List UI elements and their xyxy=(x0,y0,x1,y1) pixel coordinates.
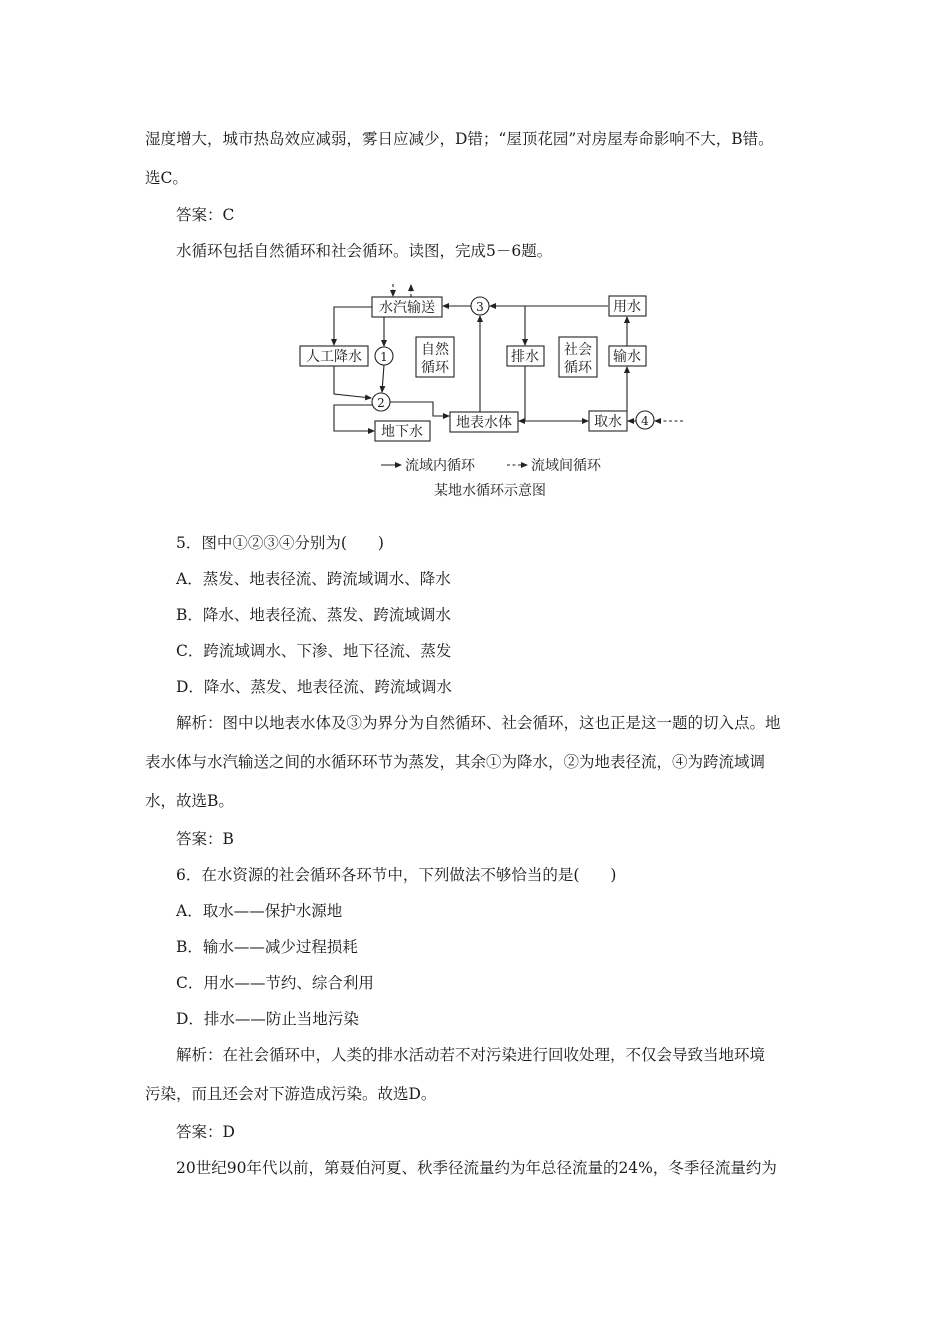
question-5-option-d: D．降水、蒸发、地表径流、跨流域调水 xyxy=(176,678,452,696)
circle-1-label: 1 xyxy=(380,350,388,364)
paragraph-line: 湿度增大，城市热岛效应减弱，雾日应减少，D错；“屋顶花园”对房屋寿命影响不大，B错。 xyxy=(145,130,774,148)
social-cycle-label-2: 循环 xyxy=(564,360,592,376)
question-5-stem: 5．图中①②③④分别为( ) xyxy=(176,534,384,552)
water-cycle-diagram xyxy=(295,284,695,500)
question-6-option-b: B．输水——减少过程损耗 xyxy=(176,938,358,956)
artificial-rain-label: 人工降水 xyxy=(306,349,362,365)
circle-4-label: 4 xyxy=(641,414,649,428)
surface-water-label: 地表水体 xyxy=(456,415,512,431)
question-5-analysis-line: 解析：图中以地表水体及③为界分为自然循环、社会循环，这也正是这一题的切入点。地 xyxy=(176,714,781,732)
answer-text: 答案：C xyxy=(176,206,235,224)
question-6-option-d: D．排水——防止当地污染 xyxy=(176,1010,359,1028)
circle-2-label: 2 xyxy=(377,396,385,410)
question-5-option-a: A．蒸发、地表径流、跨流域调水、降水 xyxy=(176,570,451,588)
intake-label: 取水 xyxy=(594,414,622,430)
question-6-stem: 6．在水资源的社会循环各环节中，下列做法不够恰当的是( ) xyxy=(176,866,617,884)
question-5-option-b: B．降水、地表径流、蒸发、跨流域调水 xyxy=(176,606,451,624)
legend-inner-label: 流域内循环 xyxy=(405,458,475,474)
transport-label: 输水 xyxy=(613,349,641,365)
question-5-option-c: C．跨流域调水、下渗、地下径流、蒸发 xyxy=(176,642,452,660)
groundwater-label: 地下水 xyxy=(381,424,423,440)
question-5-analysis-line: 水，故选B。 xyxy=(145,792,234,810)
diagram-caption: 某地水循环示意图 xyxy=(434,483,546,499)
vapor-transport-label: 水汽输送 xyxy=(379,300,435,316)
question-5-answer: 答案：B xyxy=(176,830,234,848)
drainage-label: 排水 xyxy=(511,349,539,365)
question-6-option-c: C．用水——节约、综合利用 xyxy=(176,974,374,992)
question-6-answer: 答案：D xyxy=(176,1123,235,1141)
question-lead: 水循环包括自然循环和社会循环。读图，完成5－6题。 xyxy=(176,242,553,260)
circle-3-label: 3 xyxy=(476,300,484,314)
social-cycle-label-1: 社会 xyxy=(564,342,592,358)
water-use-label: 用水 xyxy=(613,299,641,315)
question-6-analysis-line: 解析：在社会循环中，人类的排水活动若不对污染进行回收处理，不仅会导致当地环境 xyxy=(176,1046,766,1064)
question-6-analysis-line: 污染，而且还会对下游造成污染。故选D。 xyxy=(145,1085,437,1103)
natural-cycle-label-2: 循环 xyxy=(421,360,449,376)
natural-cycle-label-1: 自然 xyxy=(421,342,449,358)
question-6-option-a: A．取水——保护水源地 xyxy=(176,902,343,920)
legend-inter-label: 流域间循环 xyxy=(531,458,601,474)
paragraph-line: 选C。 xyxy=(145,169,188,187)
question-5-analysis-line: 表水体与水汽输送之间的水循环环节为蒸发，其余①为降水，②为地表径流，④为跨流域调 xyxy=(145,753,766,771)
next-material-line: 20世纪90年代以前，第聂伯河夏、秋季径流量约为年总径流量的24%，冬季径流量约为 xyxy=(176,1159,777,1177)
